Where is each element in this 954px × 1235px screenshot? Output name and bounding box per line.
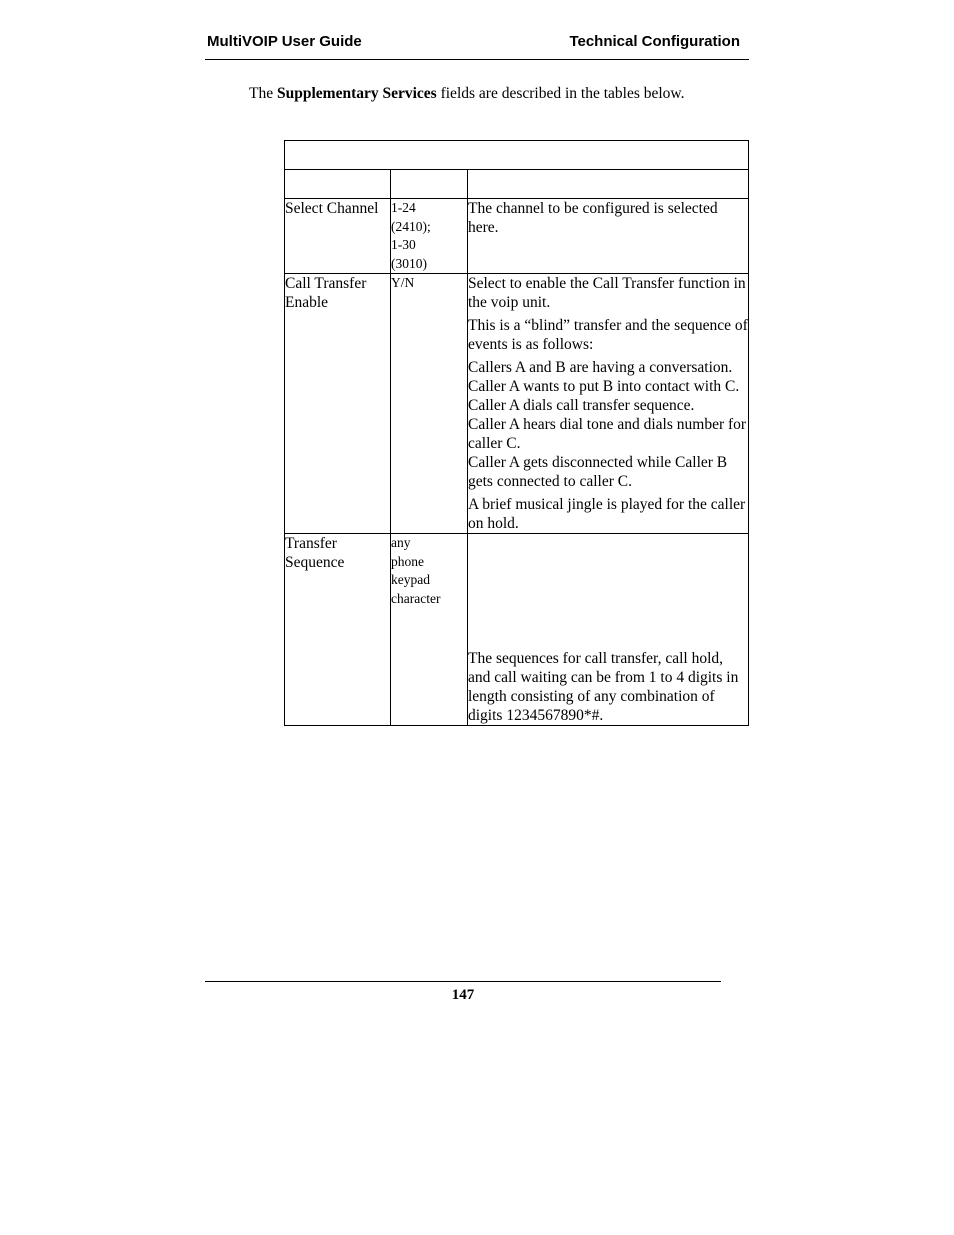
description-cell [468,534,749,726]
values-cell [391,199,468,274]
intro-bold-term: Supplementary Services [276,85,437,102]
value-line: keypad [391,572,430,587]
supplementary-services-table [284,140,749,726]
field-name-cell [285,274,391,534]
header-cell-description [468,170,749,199]
value-line: any [391,535,411,550]
table-row-select-channel [285,199,749,274]
value-line: character [391,590,441,606]
running-header-section: Technical Configuration [569,33,740,50]
intro-paragraph [249,85,684,103]
header-cell-field [285,170,391,199]
table-title-row [285,141,749,170]
description-paragraph: This is a “blind” transfer and the sequence of events is as follows: [468,317,748,353]
description-paragraph: The sequences for call transfer, call hold, and call waiting can be from 1 to 4 digits in length consisting of any combination of digits 1234567890*#. [468,650,739,724]
value-line: (3010) [391,255,427,271]
value-line: 1-30 [391,237,416,252]
description-paragraph: The channel to be configured is selected here. [468,200,718,236]
field-name: Select Channel [285,200,379,217]
table-header-row [285,170,749,199]
field-name-cell [285,534,391,726]
value-line: 1-24 [391,200,416,215]
field-name-cell [285,199,391,274]
running-header-title: MultiVOIP User Guide [207,33,362,50]
page-number: 147 [451,987,475,1003]
blank-space [468,534,748,649]
value-line: phone [391,553,424,569]
transfer-sequence-steps: Callers A and B are having a conversation. Caller A wants to put B into contact with C. Caller A dials call transfer sequence. Caller A hears dial tone and dials number for caller C. Caller A gets disconnected while Caller B gets connected to caller C. [468,359,747,490]
values-cell [391,534,468,726]
field-name: Call Transfer Enable [285,275,367,311]
table-row-transfer-sequence [285,534,749,726]
header-cell-values [391,170,468,199]
field-name: Transfer Sequence [285,535,345,571]
description-cell [468,199,749,274]
intro-before: The [249,85,277,102]
value-line: Y/N [391,275,415,290]
intro-after: fields are described in the tables below. [436,85,685,102]
description-paragraph: A brief musical jingle is played for the caller on hold. [468,496,746,532]
table-title-cell [285,141,749,170]
header-rule [205,59,749,60]
description-paragraph: Select to enable the Call Transfer function in the voip unit. [468,275,746,311]
value-line: (2410); [391,218,431,234]
description-cell [468,274,749,534]
footer-rule [205,981,721,982]
values-cell [391,274,468,534]
table-row-call-transfer-enable [285,274,749,534]
